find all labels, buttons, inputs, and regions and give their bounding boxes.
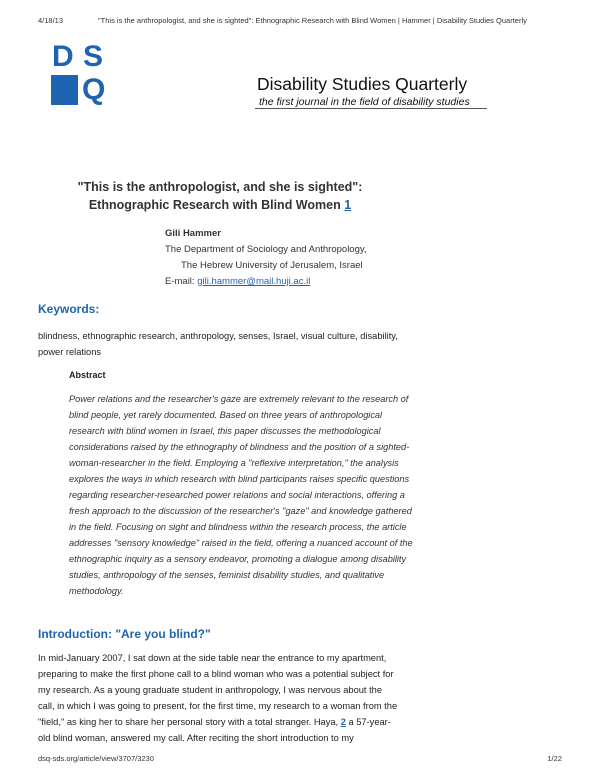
abstract-heading: Abstract [69,370,106,380]
introduction-text-before: In mid-January 2007, I sat down at the side table near the entrance to my apartment, preparing to make the first phone call to a blind woman who was a potential subject for my research. As a young graduate student in anthropology, I was nervous about the call, in which I was going to present, for the first time, my research to a woman from the "field," as king her to share her personal story with a total stranger. Haya, [38,653,398,727]
introduction-paragraph [38,650,398,746]
print-header [38,16,527,25]
print-page-title: "This is the anthropologist, and she is sighted": Ethnographic Research with Blind Women | Hammer | Disability Studies Quarterly [98,16,527,25]
footnote-link-2[interactable]: 2 [340,717,346,727]
journal-tagline: the first journal in the field of disability studies [259,96,470,108]
print-footer [38,754,562,763]
header-divider [255,108,487,109]
print-url: dsq-sds.org/article/view/3707/3230 [38,754,154,763]
introduction-text-after: a 57-year-old blind woman, answered my call. After reciting the short introduction to my [38,717,391,743]
introduction-heading: Introduction: "Are you blind?" [38,627,211,641]
article-title-line-2: Ethnographic Research with Blind Women [88,198,341,212]
logo-square [51,75,78,105]
footnote-link-1[interactable]: 1 [344,198,352,212]
logo-letter-d: D [52,40,73,73]
abstract-text: Power relations and the researcher's gaze are extremely relevant to the research of blind people, yet rarely documented. Based on three years of anthropological research with blind women in Israel, this paper discusses the methodological considerations raised by the ethnography of blindness and the position of a sighted-woman-researcher in the field. Employing a "reflexive interpretation," the analysis explores the ways in which research with blind participants raises specific questions regarding researcher-researched power relations and social interactions, offering a fresh approach to the discussion of the researcher's "gaze" and knowledge gathered in the field. Focusing on sight and blindness within the research process, the article addresses "sensory knowledge" raised in the field, offering a nuanced account of the ethnographic inquiry as a sensory endeavor, promoting a dialogue among disability studies, anthropology of the senses, feminist disability studies, and qualitative methodology. [69,394,413,596]
keywords-text: blindness, ethnographic research, anthropology, senses, Israel, visual culture, disability, power relations [38,331,398,357]
author-affiliation-2: The Hebrew University of Jerusalem, Israel [181,260,363,271]
article-title-line-1: "This is the anthropologist, and she is sighted": [77,180,363,194]
author-block [165,226,367,290]
author-affiliation-1: The Department of Sociology and Anthropology, [165,244,367,255]
author-email-link[interactable]: gili.hammer@mail.huji.ac.il [197,276,311,287]
keywords-heading: Keywords: [38,302,100,316]
email-label: E-mail: [165,276,195,287]
logo-letter-s: S [83,40,103,73]
author-name: Gili Hammer [165,228,221,239]
journal-name: Disability Studies Quarterly [257,74,468,94]
dsq-logo[interactable] [51,42,113,106]
logo-letter-q: Q [82,73,105,106]
print-date: 4/18/13 [38,16,64,25]
article-title [60,178,380,214]
print-page-number: 1/22 [547,754,562,763]
